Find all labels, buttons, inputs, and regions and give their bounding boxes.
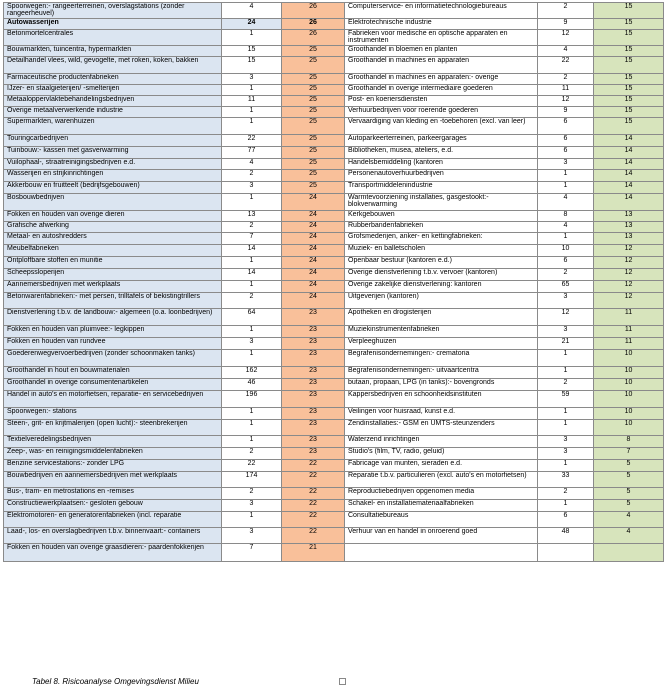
score-cell: 25 bbox=[282, 57, 345, 74]
score-cell: 5 bbox=[594, 460, 664, 472]
score-cell: 22 bbox=[282, 512, 345, 528]
score-cell: 25 bbox=[282, 170, 345, 182]
activity-cell: Benzine servicestations:- zonder LPG bbox=[4, 460, 222, 472]
table-row bbox=[4, 182, 664, 194]
table-row bbox=[4, 379, 664, 391]
count-cell: 12 bbox=[538, 30, 594, 46]
score-cell: 12 bbox=[594, 281, 664, 293]
score-cell: 25 bbox=[282, 85, 345, 96]
risk-analysis-table-container bbox=[3, 2, 663, 562]
activity-cell: Fabrieken voor medische en optische apparaten en instrumenten bbox=[345, 30, 538, 46]
count-cell: 77 bbox=[222, 147, 282, 159]
activity-cell: Personenautoverhuurbedrijven bbox=[345, 170, 538, 182]
table-row bbox=[4, 391, 664, 408]
count-cell: 3 bbox=[538, 448, 594, 460]
table-row bbox=[4, 3, 664, 19]
count-cell: 22 bbox=[538, 57, 594, 74]
count-cell: 24 bbox=[222, 19, 282, 30]
score-cell: 14 bbox=[594, 147, 664, 159]
count-cell: 1 bbox=[222, 107, 282, 118]
activity-cell: Elektromotoren- en generatorenfabrieken (incl. reparatie bbox=[4, 512, 222, 528]
score-cell: 12 bbox=[594, 293, 664, 309]
activity-cell: Elektrotechnische industrie bbox=[345, 19, 538, 30]
score-cell: 14 bbox=[594, 182, 664, 194]
count-cell: 2 bbox=[538, 488, 594, 500]
count-cell: 7 bbox=[222, 544, 282, 562]
table-row bbox=[4, 19, 664, 30]
activity-cell: Ontploffbare stoffen en munitie bbox=[4, 257, 222, 269]
score-cell: 12 bbox=[594, 257, 664, 269]
count-cell: 3 bbox=[538, 436, 594, 448]
score-cell: 22 bbox=[282, 528, 345, 544]
caption-end-marker bbox=[339, 678, 346, 685]
count-cell: 1 bbox=[538, 460, 594, 472]
count-cell: 1 bbox=[222, 85, 282, 96]
activity-cell: Supermarkten, warenhuizen bbox=[4, 118, 222, 135]
count-cell: 1 bbox=[538, 420, 594, 436]
score-cell: 10 bbox=[594, 391, 664, 408]
score-cell: 23 bbox=[282, 379, 345, 391]
score-cell: 14 bbox=[594, 135, 664, 147]
activity-cell: Fokken en houden van rundvee bbox=[4, 338, 222, 350]
score-cell: 15 bbox=[594, 96, 664, 107]
activity-cell: Veilingen voor huisraad, kunst e.d. bbox=[345, 408, 538, 420]
score-cell: 15 bbox=[594, 74, 664, 85]
activity-cell: Transportmiddelenindustrie bbox=[345, 182, 538, 194]
table-row bbox=[4, 309, 664, 326]
count-cell: 3 bbox=[538, 326, 594, 338]
activity-cell: Post- en koeriersdiensten bbox=[345, 96, 538, 107]
activity-cell: Laad-, los- en overslagbedrijven t.b.v. binnenvaart:- containers bbox=[4, 528, 222, 544]
table-row bbox=[4, 293, 664, 309]
activity-cell bbox=[345, 544, 538, 562]
score-cell: 15 bbox=[594, 57, 664, 74]
score-cell: 22 bbox=[282, 460, 345, 472]
activity-cell: Waterzend inrichtingen bbox=[345, 436, 538, 448]
score-cell: 25 bbox=[282, 135, 345, 147]
score-cell: 25 bbox=[282, 107, 345, 118]
activity-cell: Fokken en houden van pluimvee:- legkippen bbox=[4, 326, 222, 338]
count-cell: 1 bbox=[222, 326, 282, 338]
activity-cell: Handel in auto's en motorfietsen, reparatie- en servicebedrijven bbox=[4, 391, 222, 408]
score-cell: 24 bbox=[282, 211, 345, 222]
score-cell: 15 bbox=[594, 107, 664, 118]
activity-cell: Steen-, grit- en krijtmalerijen (open lucht):- steenbrekerijen bbox=[4, 420, 222, 436]
table-row bbox=[4, 211, 664, 222]
table-row bbox=[4, 74, 664, 85]
activity-cell: Grofsmederijen, anker- en kettingfabrieken: bbox=[345, 233, 538, 245]
count-cell: 1 bbox=[222, 408, 282, 420]
count-cell: 6 bbox=[538, 135, 594, 147]
activity-cell: Schakel- en installatiemateriaalfabrieken bbox=[345, 500, 538, 512]
activity-cell: Overige metaalverwerkende industrie bbox=[4, 107, 222, 118]
table-row bbox=[4, 46, 664, 57]
activity-cell: Apotheken en drogisterijen bbox=[345, 309, 538, 326]
score-cell: 23 bbox=[282, 420, 345, 436]
score-cell: 23 bbox=[282, 448, 345, 460]
activity-cell: Openbaar bestuur (kantoren e.d.) bbox=[345, 257, 538, 269]
activity-cell: Computerservice- en informatietechnologiebureaus bbox=[345, 3, 538, 19]
count-cell: 7 bbox=[222, 233, 282, 245]
activity-cell: Groothandel in overige consumentenartikelen bbox=[4, 379, 222, 391]
score-cell: 13 bbox=[594, 211, 664, 222]
count-cell: 162 bbox=[222, 367, 282, 379]
score-cell: 25 bbox=[282, 159, 345, 170]
score-cell: 26 bbox=[282, 30, 345, 46]
count-cell bbox=[538, 544, 594, 562]
activity-cell: Scheepssloperijen bbox=[4, 269, 222, 281]
count-cell: 21 bbox=[538, 338, 594, 350]
score-cell: 11 bbox=[594, 338, 664, 350]
score-cell: 11 bbox=[594, 326, 664, 338]
score-cell: 21 bbox=[282, 544, 345, 562]
count-cell: 15 bbox=[222, 46, 282, 57]
activity-cell: Dienstverlening t.b.v. de landbouw:- algemeen (o.a. loonbedrijven) bbox=[4, 309, 222, 326]
table-row bbox=[4, 257, 664, 269]
activity-cell: Groothandel in machines en apparaten:- overige bbox=[345, 74, 538, 85]
count-cell: 3 bbox=[538, 293, 594, 309]
table-row bbox=[4, 460, 664, 472]
score-cell: 25 bbox=[282, 182, 345, 194]
score-cell: 11 bbox=[594, 309, 664, 326]
activity-cell: Begrafenisondernemingen:- uitvaartcentra bbox=[345, 367, 538, 379]
table-row bbox=[4, 194, 664, 211]
activity-cell: Bouwmarkten, tuincentra, hypermarkten bbox=[4, 46, 222, 57]
activity-cell: Detailhandel vlees, wild, gevogelte, met roken, koken, bakken bbox=[4, 57, 222, 74]
count-cell: 1 bbox=[222, 350, 282, 367]
count-cell: 2 bbox=[222, 222, 282, 233]
table-row bbox=[4, 281, 664, 293]
table-row bbox=[4, 159, 664, 170]
activity-cell: Bibliotheken, musea, ateliers, e.d. bbox=[345, 147, 538, 159]
score-cell: 15 bbox=[594, 19, 664, 30]
score-cell: 4 bbox=[594, 528, 664, 544]
count-cell: 2 bbox=[222, 293, 282, 309]
table-row bbox=[4, 118, 664, 135]
activity-cell: Zendinstallaties:- GSM en UMTS-steunzenders bbox=[345, 420, 538, 436]
activity-cell: Metaal- en autoshredders bbox=[4, 233, 222, 245]
table-body bbox=[4, 3, 664, 562]
table-row bbox=[4, 436, 664, 448]
count-cell: 6 bbox=[538, 147, 594, 159]
table-row bbox=[4, 85, 664, 96]
score-cell: 24 bbox=[282, 222, 345, 233]
count-cell: 6 bbox=[538, 512, 594, 528]
score-cell: 23 bbox=[282, 350, 345, 367]
score-cell: 23 bbox=[282, 309, 345, 326]
score-cell: 22 bbox=[282, 472, 345, 488]
activity-cell: Meubelfabrieken bbox=[4, 245, 222, 257]
count-cell: 1 bbox=[538, 500, 594, 512]
score-cell: 15 bbox=[594, 85, 664, 96]
count-cell: 174 bbox=[222, 472, 282, 488]
score-cell bbox=[594, 544, 664, 562]
count-cell: 1 bbox=[538, 170, 594, 182]
table-row bbox=[4, 135, 664, 147]
activity-cell: Bus-, tram- en metrostations en -remises bbox=[4, 488, 222, 500]
activity-cell: Metaaloppervlaktebehandelingsbedrijven bbox=[4, 96, 222, 107]
count-cell: 2 bbox=[222, 170, 282, 182]
activity-cell: Reproductiebedrijven opgenomen media bbox=[345, 488, 538, 500]
activity-cell: butaan, propaan, LPG (in tanks):- bovengronds bbox=[345, 379, 538, 391]
activity-cell: Aannemersbedrijven met werkplaats bbox=[4, 281, 222, 293]
score-cell: 12 bbox=[594, 245, 664, 257]
count-cell: 6 bbox=[538, 257, 594, 269]
score-cell: 23 bbox=[282, 367, 345, 379]
score-cell: 10 bbox=[594, 420, 664, 436]
score-cell: 24 bbox=[282, 293, 345, 309]
count-cell: 1 bbox=[538, 350, 594, 367]
table-row bbox=[4, 350, 664, 367]
count-cell: 65 bbox=[538, 281, 594, 293]
activity-cell: Groothandel in hout en bouwmaterialen bbox=[4, 367, 222, 379]
score-cell: 25 bbox=[282, 147, 345, 159]
count-cell: 8 bbox=[538, 211, 594, 222]
activity-cell: Uitgeverijen (kantoren) bbox=[345, 293, 538, 309]
table-row bbox=[4, 96, 664, 107]
activity-cell: IJzer- en staalgieterijen/ -smelterijen bbox=[4, 85, 222, 96]
count-cell: 2 bbox=[222, 488, 282, 500]
score-cell: 15 bbox=[594, 118, 664, 135]
score-cell: 24 bbox=[282, 245, 345, 257]
table-row bbox=[4, 222, 664, 233]
score-cell: 24 bbox=[282, 257, 345, 269]
table-row bbox=[4, 269, 664, 281]
count-cell: 9 bbox=[538, 107, 594, 118]
count-cell: 1 bbox=[538, 233, 594, 245]
table-row bbox=[4, 528, 664, 544]
score-cell: 15 bbox=[594, 30, 664, 46]
table-caption: Tabel 8. Risicoanalyse Omgevingsdienst Milieu bbox=[32, 677, 199, 686]
table-row bbox=[4, 326, 664, 338]
activity-cell: Autowasserijen bbox=[4, 19, 222, 30]
count-cell: 3 bbox=[538, 159, 594, 170]
activity-cell: Warmtevoorziening installaties, gasgestookt:- blokverwarming bbox=[345, 194, 538, 211]
count-cell: 1 bbox=[222, 436, 282, 448]
count-cell: 64 bbox=[222, 309, 282, 326]
count-cell: 12 bbox=[538, 96, 594, 107]
activity-cell: Bosbouwbedrijven bbox=[4, 194, 222, 211]
activity-cell: Tuinbouw:- kassen met gasverwarming bbox=[4, 147, 222, 159]
count-cell: 33 bbox=[538, 472, 594, 488]
activity-cell: Grafische afwerking bbox=[4, 222, 222, 233]
activity-cell: Muziekinstrumentenfabrieken bbox=[345, 326, 538, 338]
score-cell: 23 bbox=[282, 326, 345, 338]
score-cell: 14 bbox=[594, 170, 664, 182]
activity-cell: Overige dienstverlening t.b.v. vervoer (kantoren) bbox=[345, 269, 538, 281]
count-cell: 1 bbox=[538, 182, 594, 194]
score-cell: 15 bbox=[594, 3, 664, 19]
activity-cell: Groothandel in machines en apparaten bbox=[345, 57, 538, 74]
activity-cell: Kappersbedrijven en schoonheidsinstituten bbox=[345, 391, 538, 408]
count-cell: 1 bbox=[222, 512, 282, 528]
score-cell: 13 bbox=[594, 222, 664, 233]
table-row bbox=[4, 57, 664, 74]
score-cell: 25 bbox=[282, 96, 345, 107]
score-cell: 25 bbox=[282, 118, 345, 135]
count-cell: 3 bbox=[222, 74, 282, 85]
count-cell: 4 bbox=[538, 194, 594, 211]
count-cell: 22 bbox=[222, 135, 282, 147]
score-cell: 10 bbox=[594, 379, 664, 391]
table-row bbox=[4, 30, 664, 46]
count-cell: 2 bbox=[538, 379, 594, 391]
table-row bbox=[4, 488, 664, 500]
score-cell: 26 bbox=[282, 3, 345, 19]
table-row bbox=[4, 472, 664, 488]
activity-cell: Constructiewerkplaatsen:- gesloten gebouw bbox=[4, 500, 222, 512]
table-row bbox=[4, 245, 664, 257]
count-cell: 1 bbox=[222, 194, 282, 211]
count-cell: 1 bbox=[538, 367, 594, 379]
table-row bbox=[4, 420, 664, 436]
activity-cell: Wasserijen en strijkinrichtingen bbox=[4, 170, 222, 182]
score-cell: 23 bbox=[282, 391, 345, 408]
count-cell: 4 bbox=[222, 159, 282, 170]
score-cell: 5 bbox=[594, 488, 664, 500]
count-cell: 11 bbox=[538, 85, 594, 96]
activity-cell: Handelsbemiddeling (kantoren bbox=[345, 159, 538, 170]
activity-cell: Verhuur van en handel in onroerend goed bbox=[345, 528, 538, 544]
score-cell: 23 bbox=[282, 338, 345, 350]
score-cell: 5 bbox=[594, 472, 664, 488]
score-cell: 5 bbox=[594, 500, 664, 512]
score-cell: 24 bbox=[282, 269, 345, 281]
count-cell: 2 bbox=[538, 269, 594, 281]
table-row bbox=[4, 512, 664, 528]
count-cell: 2 bbox=[538, 3, 594, 19]
count-cell: 14 bbox=[222, 269, 282, 281]
activity-cell: Verpleeghuizen bbox=[345, 338, 538, 350]
score-cell: 14 bbox=[594, 159, 664, 170]
score-cell: 4 bbox=[594, 512, 664, 528]
activity-cell: Groothandel in bloemen en planten bbox=[345, 46, 538, 57]
count-cell: 2 bbox=[222, 448, 282, 460]
activity-cell: Spoorwegen:- stations bbox=[4, 408, 222, 420]
activity-cell: Muziek- en balletscholen bbox=[345, 245, 538, 257]
count-cell: 4 bbox=[222, 3, 282, 19]
count-cell: 3 bbox=[222, 338, 282, 350]
score-cell: 22 bbox=[282, 500, 345, 512]
count-cell: 10 bbox=[538, 245, 594, 257]
count-cell: 1 bbox=[222, 118, 282, 135]
activity-cell: Groothandel in overige intermediaire goederen bbox=[345, 85, 538, 96]
table-row bbox=[4, 107, 664, 118]
table-row bbox=[4, 147, 664, 159]
activity-cell: Touringcarbedrijven bbox=[4, 135, 222, 147]
activity-cell: Bouwbedrijven en aannemersbedrijven met werkplaats bbox=[4, 472, 222, 488]
activity-cell: Betonwarenfabrieken:- met persen, trilltafels of bekistingtrillers bbox=[4, 293, 222, 309]
activity-cell: Vervaardiging van kleding en -toebehoren (excl. van leer) bbox=[345, 118, 538, 135]
activity-cell: Farmaceutische productenfabrieken bbox=[4, 74, 222, 85]
score-cell: 24 bbox=[282, 194, 345, 211]
count-cell: 12 bbox=[538, 309, 594, 326]
score-cell: 24 bbox=[282, 281, 345, 293]
score-cell: 13 bbox=[594, 233, 664, 245]
count-cell: 14 bbox=[222, 245, 282, 257]
activity-cell: Spoorwegen:- rangeerterreinen, overslagstations (zonder rangeerheuvel) bbox=[4, 3, 222, 19]
count-cell: 4 bbox=[538, 222, 594, 233]
score-cell: 10 bbox=[594, 350, 664, 367]
activity-cell: Fokken en houden van overige dieren bbox=[4, 211, 222, 222]
activity-cell: Verhuurbedrijven voor roerende goederen bbox=[345, 107, 538, 118]
score-cell: 15 bbox=[594, 46, 664, 57]
score-cell: 25 bbox=[282, 74, 345, 85]
count-cell: 1 bbox=[222, 281, 282, 293]
activity-cell: Reparatie t.b.v. particulieren (excl. auto's en motorfietsen) bbox=[345, 472, 538, 488]
activity-cell: Autoparkeerterreinen, parkeergarages bbox=[345, 135, 538, 147]
score-cell: 14 bbox=[594, 194, 664, 211]
score-cell: 8 bbox=[594, 436, 664, 448]
table-row bbox=[4, 408, 664, 420]
count-cell: 3 bbox=[222, 528, 282, 544]
score-cell: 23 bbox=[282, 436, 345, 448]
activity-cell: Studio's (film, TV, radio, geluid) bbox=[345, 448, 538, 460]
activity-cell: Consultatiebureaus bbox=[345, 512, 538, 528]
activity-cell: Goederenwegvervoerbedrijven (zonder schoonmaken tanks) bbox=[4, 350, 222, 367]
count-cell: 15 bbox=[222, 57, 282, 74]
count-cell: 22 bbox=[222, 460, 282, 472]
table-row bbox=[4, 170, 664, 182]
score-cell: 25 bbox=[282, 46, 345, 57]
activity-cell: Vuilophaal-, straatreinigingsbedrijven e.d. bbox=[4, 159, 222, 170]
table-row bbox=[4, 367, 664, 379]
count-cell: 59 bbox=[538, 391, 594, 408]
table-row bbox=[4, 233, 664, 245]
count-cell: 11 bbox=[222, 96, 282, 107]
activity-cell: Rubberbandenfabrieken bbox=[345, 222, 538, 233]
activity-cell: Betonmortelcentrales bbox=[4, 30, 222, 46]
table-row bbox=[4, 500, 664, 512]
score-cell: 22 bbox=[282, 488, 345, 500]
count-cell: 48 bbox=[538, 528, 594, 544]
activity-cell: Akkerbouw en fruitteelt (bedrijfsgebouwen) bbox=[4, 182, 222, 194]
score-cell: 23 bbox=[282, 408, 345, 420]
activity-cell: Kerkgebouwen bbox=[345, 211, 538, 222]
count-cell: 1 bbox=[538, 408, 594, 420]
score-cell: 10 bbox=[594, 408, 664, 420]
count-cell: 1 bbox=[222, 30, 282, 46]
activity-cell: Begrafenisondernemingen:- crematoria bbox=[345, 350, 538, 367]
score-cell: 12 bbox=[594, 269, 664, 281]
count-cell: 6 bbox=[538, 118, 594, 135]
table-row bbox=[4, 544, 664, 562]
table-row bbox=[4, 448, 664, 460]
table-row bbox=[4, 338, 664, 350]
activity-cell: Fabricage van munten, sieraden e.d. bbox=[345, 460, 538, 472]
count-cell: 13 bbox=[222, 211, 282, 222]
count-cell: 9 bbox=[538, 19, 594, 30]
score-cell: 10 bbox=[594, 367, 664, 379]
count-cell: 3 bbox=[222, 182, 282, 194]
count-cell: 46 bbox=[222, 379, 282, 391]
activity-cell: Fokken en houden van overige graasdieren:- paardenfokkerijen bbox=[4, 544, 222, 562]
risk-analysis-table bbox=[3, 2, 664, 562]
activity-cell: Overige zakelijke dienstverlening: kantoren bbox=[345, 281, 538, 293]
score-cell: 24 bbox=[282, 233, 345, 245]
count-cell: 1 bbox=[222, 257, 282, 269]
count-cell: 3 bbox=[222, 500, 282, 512]
count-cell: 2 bbox=[538, 74, 594, 85]
count-cell: 1 bbox=[222, 420, 282, 436]
count-cell: 196 bbox=[222, 391, 282, 408]
activity-cell: Zeep-, was- en reinigingsmiddelenfabrieken bbox=[4, 448, 222, 460]
activity-cell: Textielveredelingsbedrijven bbox=[4, 436, 222, 448]
score-cell: 26 bbox=[282, 19, 345, 30]
score-cell: 7 bbox=[594, 448, 664, 460]
count-cell: 4 bbox=[538, 46, 594, 57]
